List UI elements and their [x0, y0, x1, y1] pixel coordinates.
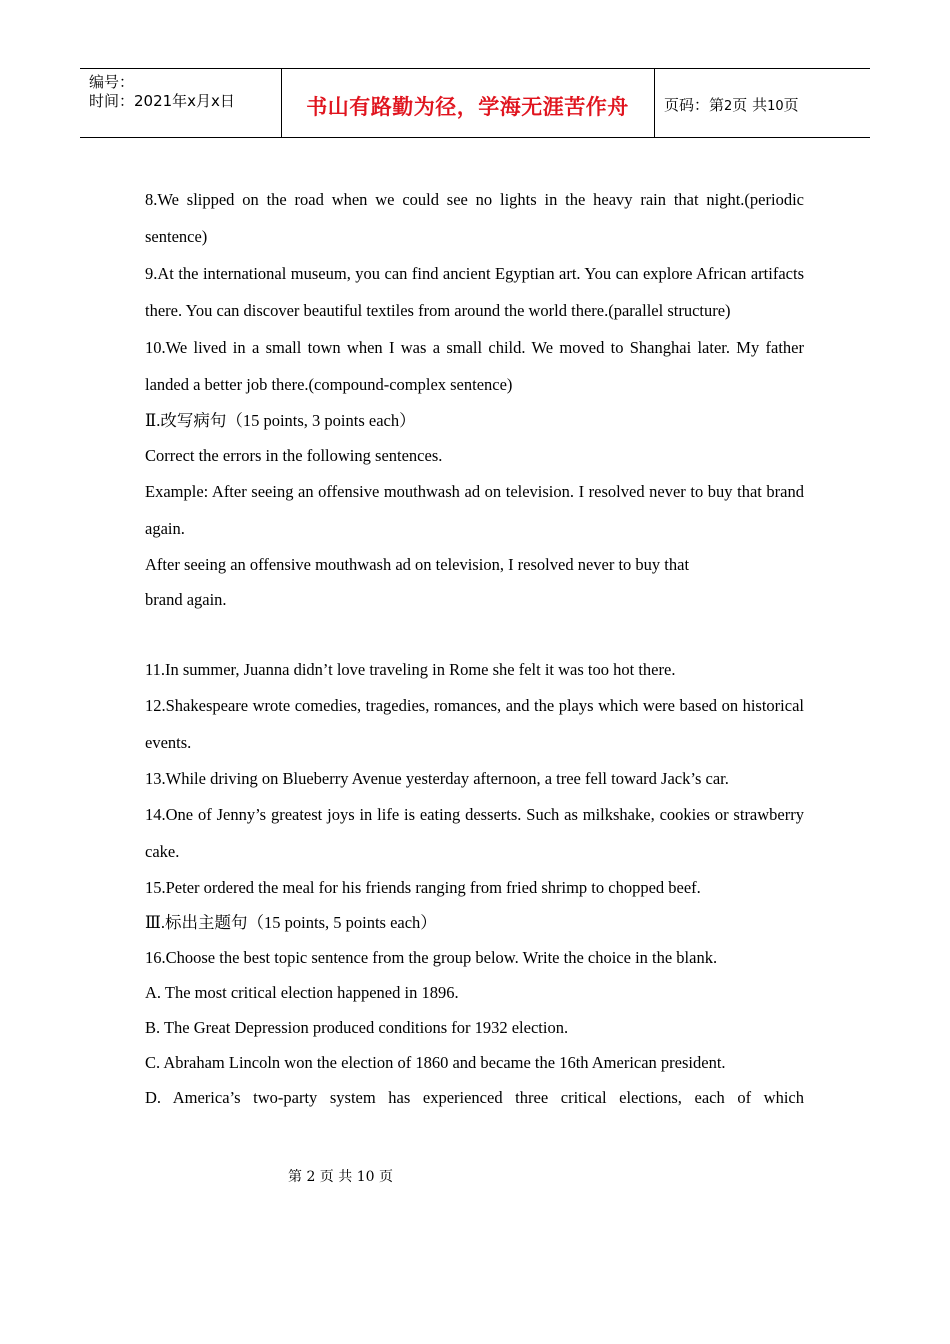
- page-total: 10: [767, 99, 784, 114]
- page-suffix: 页: [783, 96, 799, 114]
- instruction: Correct the errors in the following sentences.: [145, 446, 443, 465]
- paragraph-q9: 9.At the international museum, you can find ancient Egyptian art. You can explore African artifacts there. You can discover beautiful textiles from around the world there.(parallel structure): [145, 264, 804, 320]
- motto: 书山有路勤为径，学海无涯苦作舟: [306, 95, 629, 119]
- paragraph-q10: 10.We lived in a small town when I was a small child. We moved to Shanghai later. My father landed a better job there.(compound-complex sentence): [145, 338, 804, 394]
- example-answer-line1: After seeing an offensive mouthwash ad on television, I resolved never to buy that: [145, 555, 690, 574]
- section-heading-3: Ⅲ.标出主题句（15 points, 5 points each）: [145, 913, 437, 932]
- header-info-cell: [80, 69, 282, 137]
- paragraph-q15: 15.Peter ordered the meal for his friends ranging from fried shrimp to chopped beef.: [145, 878, 701, 897]
- paragraph-q8: 8.We slipped on the road when we could see no lights in the heavy rain that night.(periodic sentence): [145, 190, 804, 246]
- paragraph-q11: 11.In summer, Juanna didn’t love traveling in Rome she felt it was too hot there.: [145, 660, 676, 679]
- example-answer-line2: brand again.: [145, 590, 227, 609]
- option-c: C. Abraham Lincoln won the election of 1860 and became the 16th American president.: [145, 1053, 726, 1072]
- number-label: 编号：: [89, 73, 135, 91]
- option-d: D. America’s two-party system has experienced three critical elections, each of which: [145, 1088, 804, 1107]
- page-number: 2: [724, 99, 733, 114]
- option-b: B. The Great Depression produced conditions for 1932 election.: [145, 1018, 569, 1037]
- paragraph-q13: 13.While driving on Blueberry Avenue yesterday afternoon, a tree fell toward Jack’s car.: [145, 769, 729, 788]
- header-page-cell: [654, 69, 870, 137]
- example: Example: After seeing an offensive mouthwash ad on television. I resolved never to buy that brand again.: [145, 482, 804, 538]
- date-label: 时间：2021年x月x日: [89, 92, 235, 110]
- option-a: A. The most critical election happened in 1896.: [145, 983, 459, 1002]
- spacer: [145, 617, 804, 652]
- paragraph-q16: 16.Choose the best topic sentence from the group below. Write the choice in the blank.: [145, 948, 718, 967]
- page-header: [80, 68, 870, 138]
- header-motto-cell: [281, 69, 655, 137]
- page-footer: 第 2 页 共 10 页: [288, 1169, 393, 1185]
- document-body: [145, 181, 804, 1115]
- section-heading-2: Ⅱ.改写病句（15 points, 3 points each）: [145, 411, 416, 430]
- page-indicator: [664, 94, 799, 115]
- page-prefix: 页码：第: [664, 96, 725, 114]
- paragraph-q14: 14.One of Jenny’s greatest joys in life is eating desserts. Such as milkshake, cookies or strawberry cake.: [145, 805, 804, 861]
- paragraph-q12: 12.Shakespeare wrote comedies, tragedies, romances, and the plays which were based on historical events.: [145, 696, 804, 752]
- page-mid: 页 共: [732, 96, 768, 114]
